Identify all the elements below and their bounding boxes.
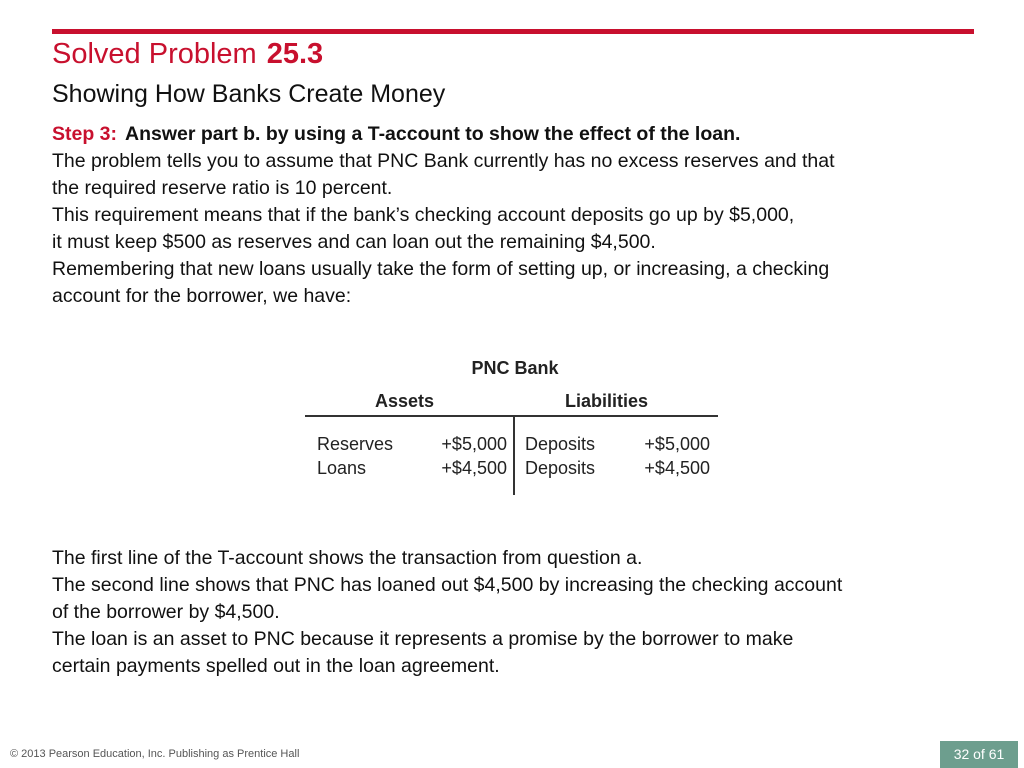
asset-name: Reserves (317, 434, 394, 454)
asset-value: +$4,500 (441, 458, 507, 478)
liability-value: +$5,000 (644, 434, 710, 454)
t-account-horizontal-rule (305, 415, 718, 417)
t-account-title: PNC Bank (471, 358, 559, 378)
paragraph-line: Remembering that new loans usually take the form of setting up, or increasing, a checking (52, 258, 830, 280)
paragraph-line: The second line shows that PNC has loaned out $4,500 by increasing the checking account (52, 574, 843, 596)
slide-title-text: Solved Problem (52, 38, 257, 70)
liabilities-header: Liabilities (565, 391, 649, 411)
slide-title-number: 25.3 (266, 38, 324, 70)
liability-name: Deposits (525, 434, 596, 454)
title-rule (52, 29, 974, 34)
liability-value: +$4,500 (644, 458, 710, 478)
slide-title (52, 36, 323, 72)
paragraph-line: The problem tells you to assume that PNC Bank currently has no excess reserves and that (52, 150, 835, 172)
paragraph-line: of the borrower by $4,500. (52, 601, 280, 623)
slide-subtitle: Showing How Banks Create Money (52, 80, 446, 108)
paragraph-line: certain payments spelled out in the loan agreement. (52, 655, 500, 677)
paragraph-line: This requirement means that if the bank’s checking account deposits go up by $5,000, (52, 204, 795, 226)
paragraph-line: it must keep $500 as reserves and can loan out the remaining $4,500. (52, 231, 656, 253)
assets-header: Assets (375, 391, 435, 411)
step-text: Answer part b. by using a T-account to show the effect of the loan. (125, 123, 741, 145)
paragraph-line: The first line of the T-account shows the transaction from question a. (52, 547, 643, 569)
step-label: Step 3: (52, 123, 118, 145)
intro-paragraph (52, 121, 987, 310)
copyright-footer: © 2013 Pearson Education, Inc. Publishing as Prentice Hall (10, 748, 300, 760)
paragraph-line: the required reserve ratio is 10 percent. (52, 177, 393, 199)
paragraph-line: account for the borrower, we have: (52, 285, 352, 307)
step-line (52, 121, 987, 148)
asset-value: +$5,000 (441, 434, 507, 454)
page-number-badge: 32 of 61 (940, 741, 1018, 768)
explanation-paragraph (52, 545, 987, 680)
liability-name: Deposits (525, 458, 596, 478)
t-account (305, 356, 718, 496)
paragraph-line: The loan is an asset to PNC because it represents a promise by the borrower to make (52, 628, 794, 650)
t-account-vertical-rule (513, 416, 515, 495)
asset-name: Loans (317, 458, 367, 478)
